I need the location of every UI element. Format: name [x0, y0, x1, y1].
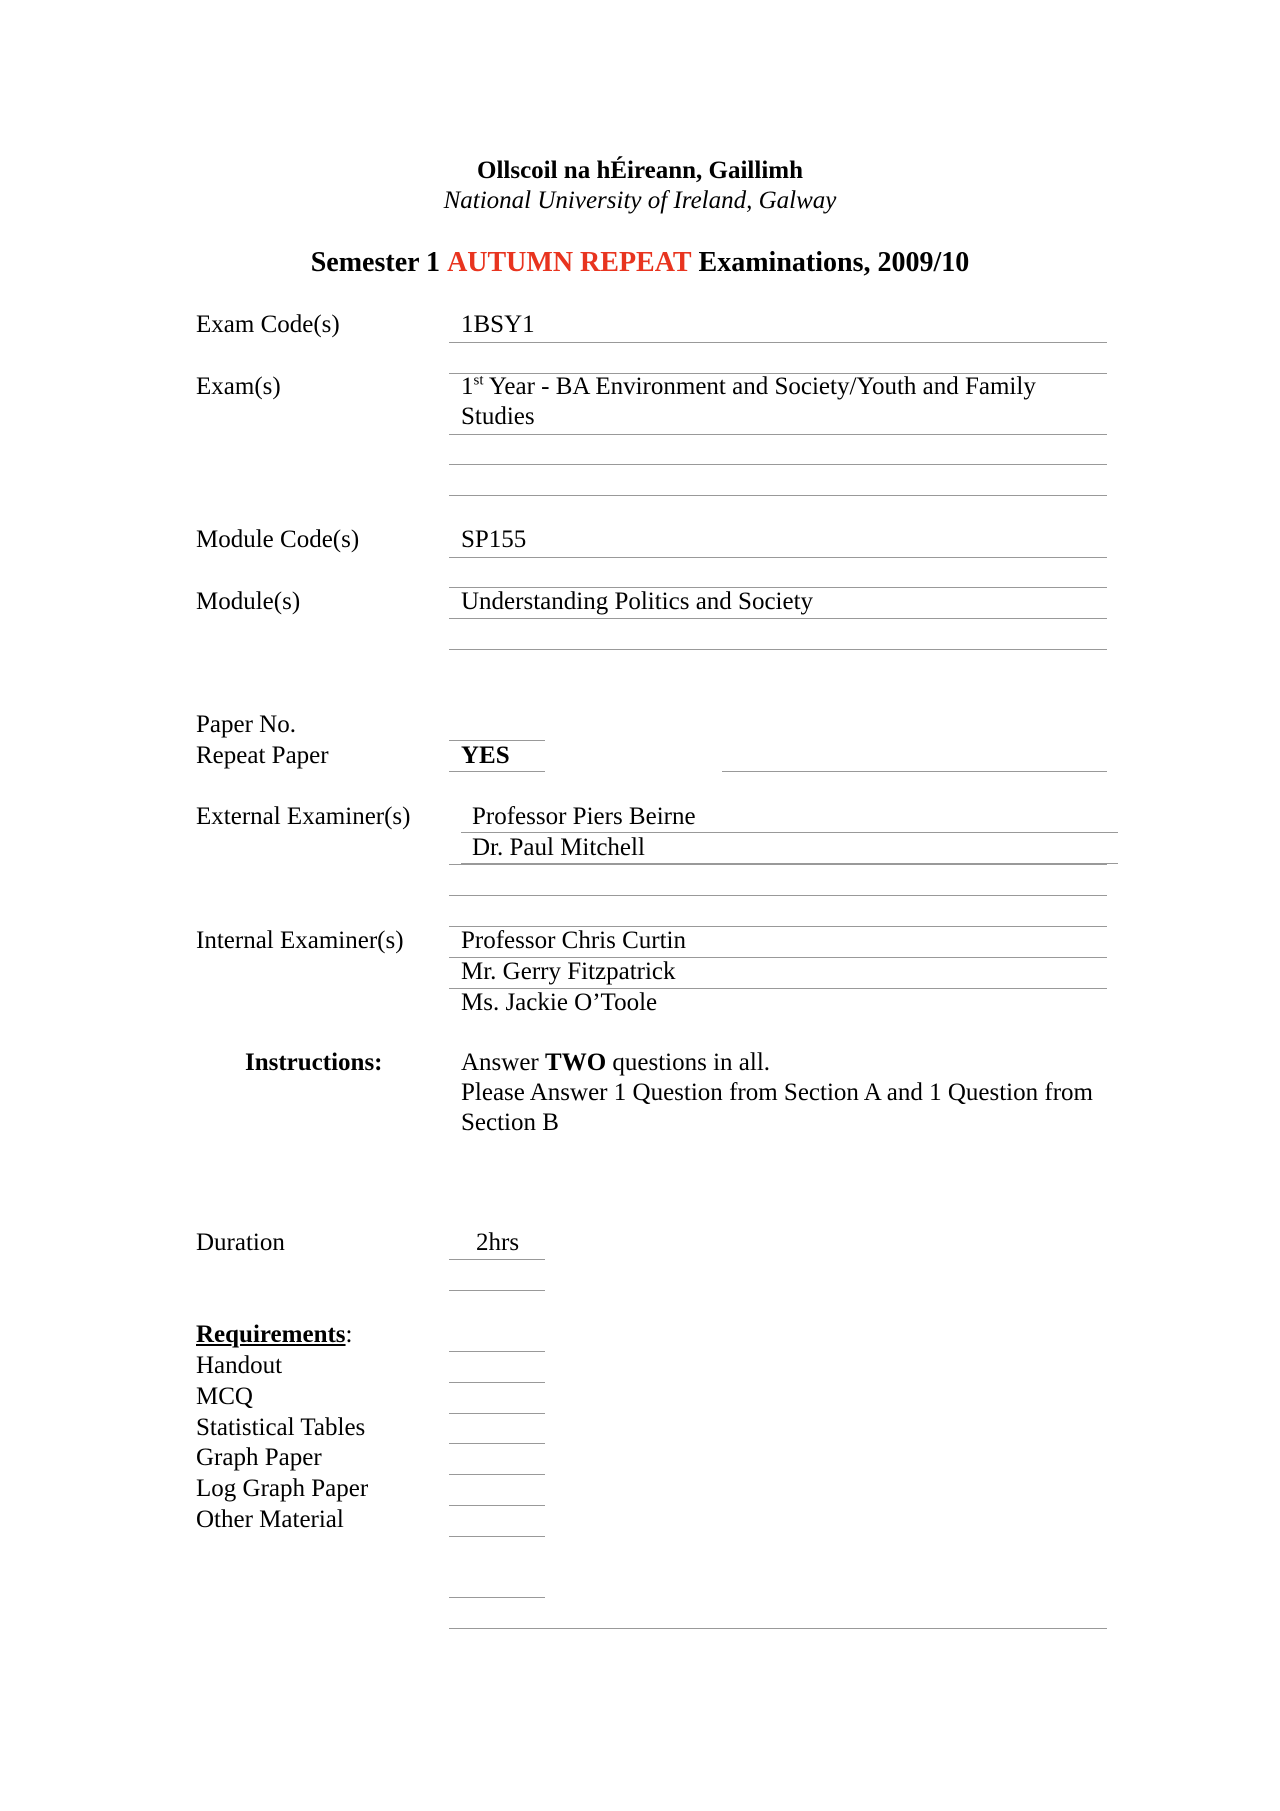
- rule: [449, 342, 1107, 343]
- external-examiner: Dr. Paul Mitchell: [472, 834, 645, 861]
- internal-examiner: Ms. Jackie O’Toole: [461, 989, 658, 1016]
- rule: [449, 1628, 1107, 1629]
- rule: [449, 649, 1107, 650]
- rule: [449, 464, 1107, 465]
- instructions-line1: Answer TWO questions in all.: [461, 1049, 771, 1076]
- rule: [449, 895, 1107, 896]
- rule: [449, 1597, 545, 1598]
- exams-value-line1: 1st Year - BA Environment and Society/Youth and Family: [461, 372, 1036, 400]
- paper-no-label: Paper No.: [196, 711, 296, 738]
- requirement-item: MCQ: [196, 1383, 253, 1410]
- rule: [449, 495, 1107, 496]
- module-codes-value: SP155: [461, 526, 527, 553]
- internal-examiners-label: Internal Examiner(s): [196, 927, 404, 954]
- rule: [449, 557, 1107, 558]
- requirement-item: Other Material: [196, 1506, 344, 1533]
- university-name-english: National University of Ireland, Galway: [443, 187, 837, 214]
- rule: [449, 771, 545, 772]
- title-highlight: AUTUMN REPEAT: [447, 247, 692, 278]
- modules-label: Module(s): [196, 588, 301, 615]
- rule: [449, 1259, 545, 1260]
- modules-value: Understanding Politics and Society: [461, 588, 814, 615]
- rule: [449, 618, 1107, 619]
- exam-codes-value: 1BSY1: [461, 311, 535, 338]
- rule: [449, 434, 1107, 435]
- duration-label: Duration: [196, 1229, 285, 1256]
- module-codes-label: Module Code(s): [196, 526, 360, 553]
- rule: [449, 1290, 545, 1291]
- rule: [449, 1474, 545, 1475]
- external-examiners-label: External Examiner(s): [196, 803, 411, 830]
- exams-label: Exam(s): [196, 373, 281, 400]
- page-title: Semester 1 AUTUMN REPEAT Examinations, 2009/10: [310, 247, 970, 278]
- rule: [449, 1443, 545, 1444]
- internal-examiner: Mr. Gerry Fitzpatrick: [461, 958, 676, 985]
- requirements-heading: Requirements:: [196, 1321, 353, 1348]
- rule: [449, 1505, 545, 1506]
- duration-value: 2hrs: [476, 1229, 520, 1256]
- requirement-item: Statistical Tables: [196, 1414, 366, 1441]
- rule: [449, 1351, 545, 1352]
- instructions-label: Instructions:: [245, 1049, 383, 1076]
- repeat-paper-value: YES: [461, 742, 510, 769]
- requirement-item: Graph Paper: [196, 1444, 322, 1471]
- rule: [449, 864, 1107, 865]
- rule: [722, 771, 1107, 772]
- repeat-paper-label: Repeat Paper: [196, 742, 329, 769]
- external-examiner: Professor Piers Beirne: [472, 803, 696, 830]
- requirement-item: Handout: [196, 1352, 283, 1379]
- rule: [449, 1382, 545, 1383]
- exam-codes-label: Exam Code(s): [196, 311, 340, 338]
- exams-value-line2: Studies: [461, 403, 535, 430]
- rule: [449, 1413, 545, 1414]
- rule: [449, 1536, 545, 1537]
- requirement-item: Log Graph Paper: [196, 1475, 369, 1502]
- instructions-line2: Please Answer 1 Question from Section A and 1 Question from Section B: [461, 1079, 1093, 1136]
- internal-examiner: Professor Chris Curtin: [461, 927, 686, 954]
- university-name-irish: Ollscoil na hÉireann, Gaillimh: [477, 157, 803, 184]
